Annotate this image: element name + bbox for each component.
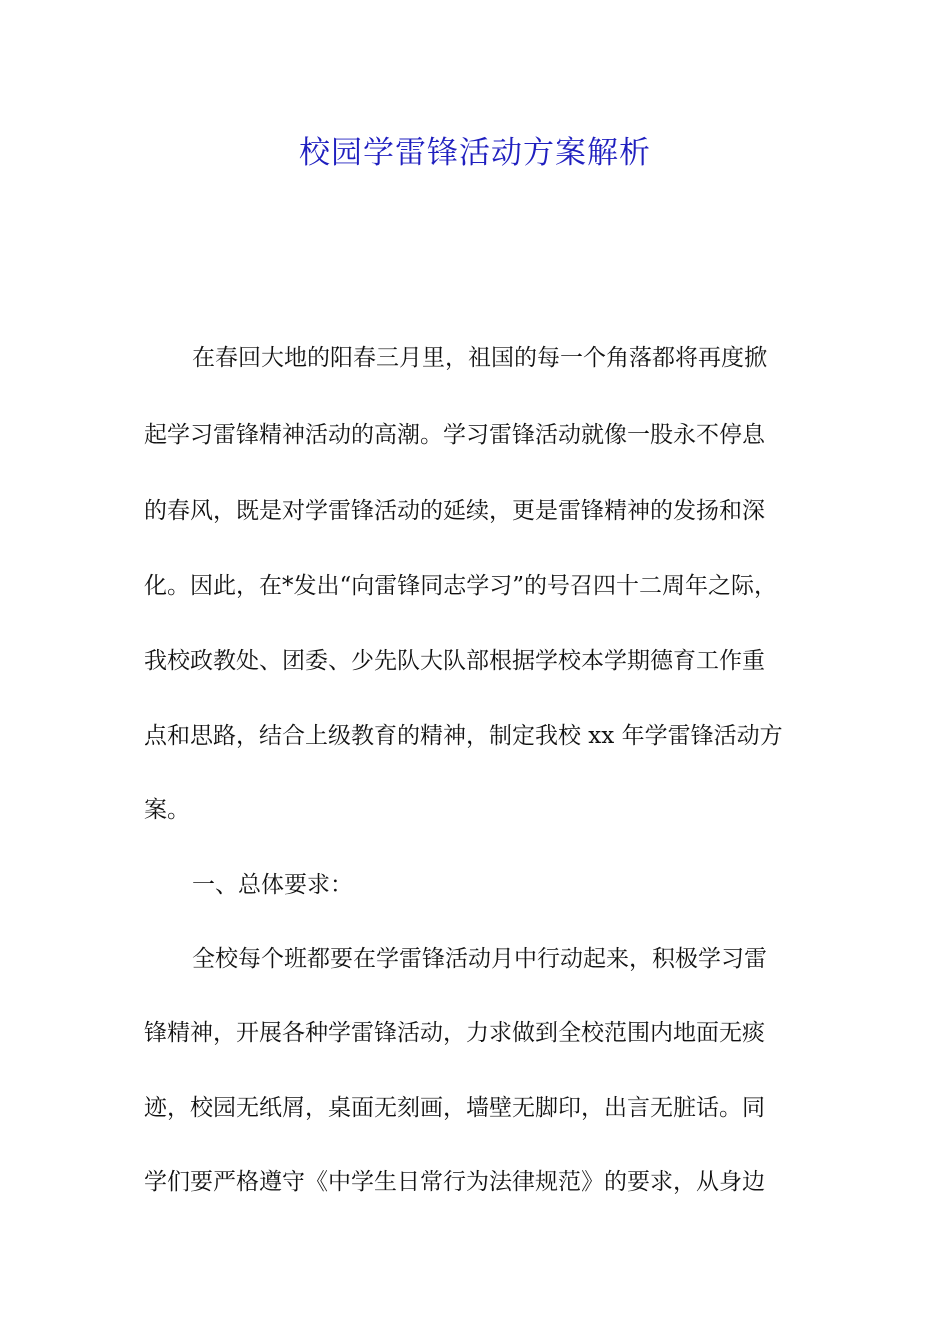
paragraph-line: 化。因此，在*发出“向雷锋同志学习”的号召四十二周年之际， xyxy=(144,573,778,599)
paragraph-line: 锋精神，开展各种学雷锋活动，力求做到全校范围内地面无痰 xyxy=(144,1020,765,1046)
paragraph-line: 点和思路，结合上级教育的精神，制定我校 xx 年学雷锋活动方 xyxy=(144,723,783,749)
paragraph-line: 我校政教处、团委、少先队大队部根据学校本学期德育工作重 xyxy=(144,648,765,674)
paragraph-line: 的春风，既是对学雷锋活动的延续，更是雷锋精神的发扬和深 xyxy=(144,498,765,524)
paragraph-line: 学们要严格遵守《中学生日常行为法律规范》的要求，从身边 xyxy=(144,1169,765,1195)
paragraph-line: 迹，校园无纸屑，桌面无刻画，墙壁无脚印，出言无脏话。同 xyxy=(144,1095,765,1121)
document-body xyxy=(144,338,814,1198)
paragraph-line: 起学习雷锋精神活动的高潮。学习雷锋活动就像一股永不停息 xyxy=(144,422,765,448)
paragraph-line: 在春回大地的阳春三月里，祖国的每一个角落都将再度掀 xyxy=(192,345,767,371)
paragraph-line: 案。 xyxy=(144,797,190,823)
document-title: 校园学雷锋活动方案解析 xyxy=(299,135,651,171)
section-heading: 一、总体要求： xyxy=(192,872,353,898)
paragraph-line: 全校每个班都要在学雷锋活动月中行动起来，积极学习雷 xyxy=(192,946,767,972)
